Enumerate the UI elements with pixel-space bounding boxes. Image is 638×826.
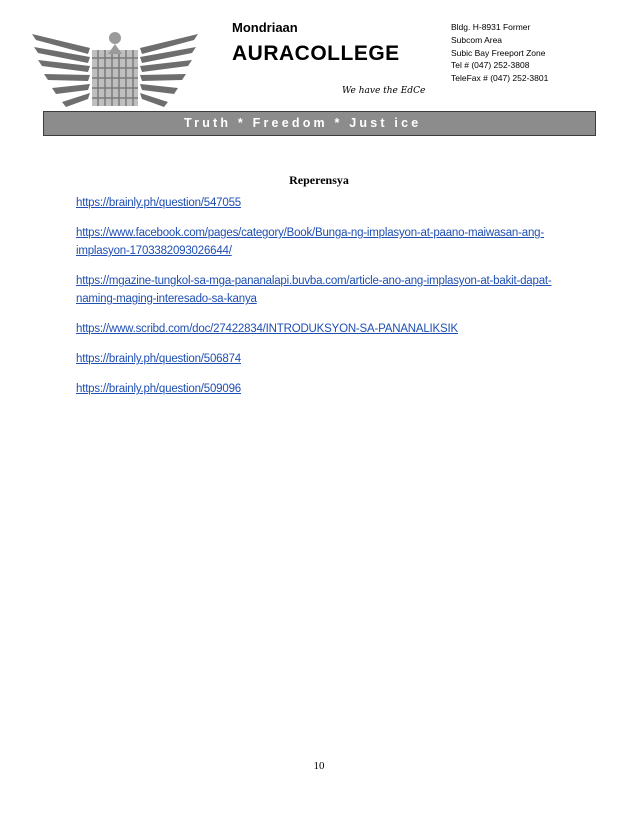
reference-link[interactable]: https://mgazine-tungkol-sa-mga-pananalapi.buvba.com/article-ano-ang-implasyon-at-bakit-dapat-naming-maging-interesado-sa-kanya <box>76 275 552 305</box>
college-name: AURACOLLEGE <box>232 42 400 65</box>
institution-name: Mondriaan <box>232 20 298 35</box>
phone-line: Tel # (047) 252-3808 <box>451 60 530 71</box>
college-logo <box>30 28 200 110</box>
motto-text: Truth * Freedom * Just ice <box>184 116 422 130</box>
address-line: Subcom Area <box>451 34 503 45</box>
reference-link[interactable]: https://brainly.ph/question/509096 <box>76 383 241 395</box>
motto-banner <box>43 111 596 136</box>
script-tagline: We have the EdCe <box>342 86 426 96</box>
section-heading: Reperensya <box>289 173 349 187</box>
address-line: Bldg. H-8931 Former <box>451 22 531 32</box>
fax-line: TeleFax # (047) 252-3801 <box>451 73 549 84</box>
address-block <box>451 21 548 85</box>
reference-link[interactable]: https://brainly.ph/question/547055 <box>76 197 241 209</box>
reference-link[interactable]: https://www.scribd.com/doc/27422834/INTRODUKSYON-SA-PANANALIKSIK <box>76 323 458 335</box>
page-number: 10 <box>313 760 325 772</box>
address-line: Subic Bay Freeport Zone <box>451 47 546 58</box>
reference-list <box>76 194 566 410</box>
reference-link[interactable]: https://brainly.ph/question/506874 <box>76 353 241 365</box>
reference-link[interactable]: https://www.facebook.com/pages/category/Book/Bunga-ng-implasyon-at-paano-maiwasan-ang-implasyon-1703382093026644/ <box>76 227 544 257</box>
